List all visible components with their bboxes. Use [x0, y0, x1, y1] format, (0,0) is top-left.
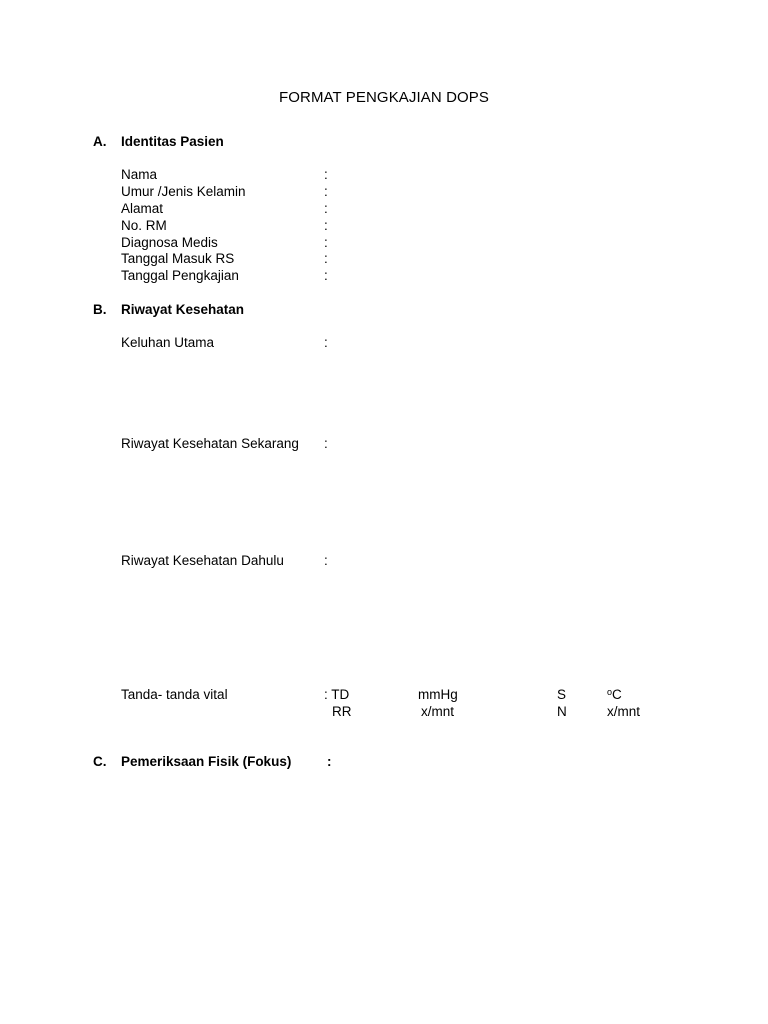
field-colon-tanggal-masuk-rs: : — [324, 251, 328, 266]
section-b-letter: B. — [93, 302, 107, 317]
field-colon-keluhan-utama: : — [324, 335, 328, 350]
field-label-diagnosa-medis: Diagnosa Medis — [121, 235, 218, 250]
vitals-degree-sup: o — [607, 687, 613, 697]
vitals-label: Tanda- tanda vital — [121, 687, 228, 702]
vitals-td-label: : TD — [324, 687, 350, 702]
vitals-td-unit: mmHg — [418, 687, 458, 702]
field-label-riwayat-kesehatan-sekarang: Riwayat Kesehatan Sekarang — [121, 436, 299, 451]
section-c-letter: C. — [93, 754, 107, 769]
field-colon-no-rm: : — [324, 218, 328, 233]
field-colon-alamat: : — [324, 201, 328, 216]
field-colon-nama: : — [324, 167, 328, 182]
section-a-letter: A. — [93, 134, 107, 149]
vitals-celsius: C — [612, 687, 622, 702]
field-label-tanggal-pengkajian: Tanggal Pengkajian — [121, 268, 239, 283]
field-colon-riwayat-kesehatan-sekarang: : — [324, 436, 328, 451]
field-colon-riwayat-kesehatan-dahulu: : — [324, 553, 328, 568]
section-b-heading: Riwayat Kesehatan — [121, 302, 245, 317]
vitals-s-label: S — [557, 687, 567, 702]
field-colon-tanggal-pengkajian: : — [324, 268, 328, 283]
section-a-heading: Identitas Pasien — [121, 134, 224, 149]
section-c-colon: : — [327, 754, 332, 769]
field-label-umur-jenis-kelamin: Umur /Jenis Kelamin — [121, 184, 246, 199]
section-c-heading: Pemeriksaan Fisik (Fokus) — [121, 754, 292, 769]
field-label-nama: Nama — [121, 167, 158, 182]
field-label-riwayat-kesehatan-dahulu: Riwayat Kesehatan Dahulu — [121, 553, 284, 568]
field-label-no-rm: No. RM — [121, 218, 167, 233]
vitals-n-label: N — [557, 704, 567, 719]
field-label-tanggal-masuk-rs: Tanggal Masuk RS — [121, 251, 235, 266]
field-label-alamat: Alamat — [121, 201, 164, 216]
document-title: FORMAT PENGKAJIAN DOPS — [278, 89, 489, 106]
field-label-keluhan-utama: Keluhan Utama — [121, 335, 215, 350]
vitals-s-unit — [607, 688, 622, 702]
vitals-rr-unit: x/mnt — [421, 704, 455, 719]
vitals-n-unit: x/mnt — [607, 704, 641, 719]
field-colon-diagnosa-medis: : — [324, 235, 328, 250]
vitals-rr-label: RR — [332, 704, 352, 719]
field-colon-umur-jenis-kelamin: : — [324, 184, 328, 199]
